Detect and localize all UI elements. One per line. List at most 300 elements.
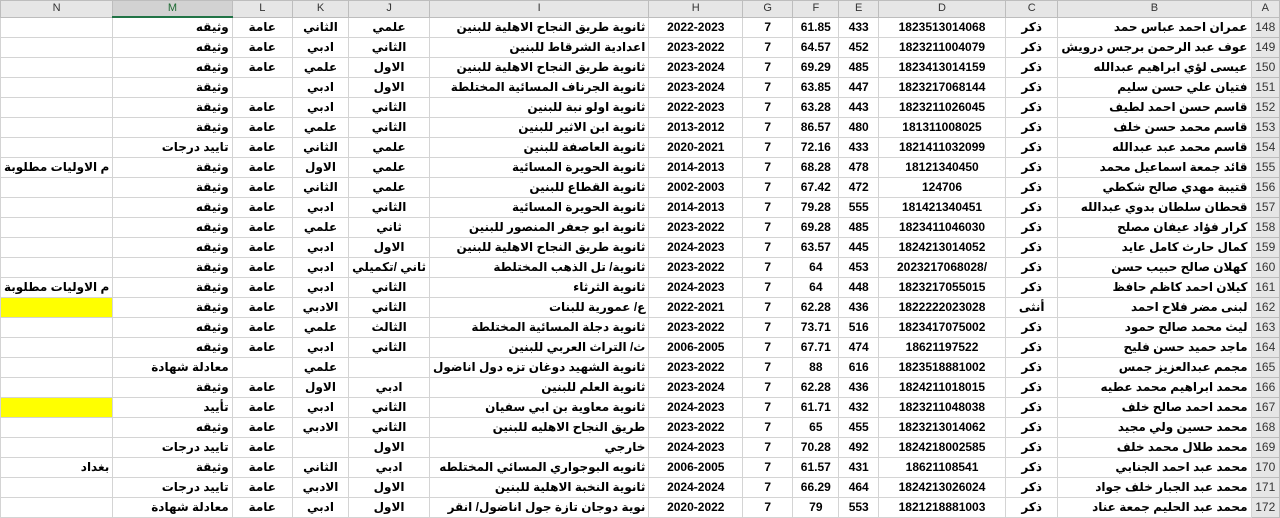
cell-f[interactable]: 79 xyxy=(793,498,839,518)
cell-m[interactable]: وثيقه xyxy=(113,17,232,38)
cell-j[interactable]: الثاني xyxy=(349,338,430,358)
cell-m[interactable]: وثيقة xyxy=(113,278,232,298)
cell-l[interactable]: عامة xyxy=(232,398,292,418)
cell-g[interactable]: 7 xyxy=(743,298,793,318)
cell-g[interactable]: 7 xyxy=(743,118,793,138)
cell-c[interactable]: ذكر xyxy=(1006,118,1058,138)
cell-b[interactable]: لبنى مضر فلاح احمد xyxy=(1058,298,1251,318)
row-number[interactable]: 155 xyxy=(1251,158,1279,178)
row-number[interactable]: 169 xyxy=(1251,438,1279,458)
cell-f[interactable]: 61.85 xyxy=(793,17,839,38)
cell-m[interactable]: وثيقه xyxy=(113,338,232,358)
cell-f[interactable]: 64 xyxy=(793,278,839,298)
row-number[interactable]: 172 xyxy=(1251,498,1279,518)
cell-e[interactable]: 474 xyxy=(839,338,879,358)
cell-e[interactable]: 616 xyxy=(839,358,879,378)
cell-m[interactable]: تاييد درجات xyxy=(113,138,232,158)
cell-l[interactable]: عامة xyxy=(232,378,292,398)
cell-b[interactable]: كرار فؤاد عيفان مصلح xyxy=(1058,218,1251,238)
cell-g[interactable]: 7 xyxy=(743,338,793,358)
cell-h[interactable]: 2022-2021 xyxy=(649,298,743,318)
cell-e[interactable]: 478 xyxy=(839,158,879,178)
cell-i[interactable]: ثانوية العلم للبنين xyxy=(429,378,648,398)
cell-c[interactable]: ذكر xyxy=(1006,458,1058,478)
cell-d[interactable]: 18621108541 xyxy=(878,458,1005,478)
cell-i[interactable]: ثانوية طريق النجاح الاهلية للبنين xyxy=(429,58,648,78)
cell-b[interactable]: قاسم محمد عبد عبدالله xyxy=(1058,138,1251,158)
cell-h[interactable]: 2023-2024 xyxy=(649,78,743,98)
cell-e[interactable]: 452 xyxy=(839,38,879,58)
cell-l[interactable]: عامة xyxy=(232,418,292,438)
cell-d[interactable]: 1823211048038 xyxy=(878,398,1005,418)
column-header-i[interactable]: I xyxy=(429,1,648,18)
cell-j[interactable]: علمي xyxy=(349,17,430,38)
cell-m[interactable]: وثيقة xyxy=(113,258,232,278)
cell-l[interactable]: عامة xyxy=(232,258,292,278)
row-number[interactable]: 163 xyxy=(1251,318,1279,338)
cell-d[interactable]: 1822222023028 xyxy=(878,298,1005,318)
cell-b[interactable]: كهلان صالح حبيب حسن xyxy=(1058,258,1251,278)
cell-c[interactable]: ذكر xyxy=(1006,198,1058,218)
cell-h[interactable]: 2013-2012 xyxy=(649,118,743,138)
cell-c[interactable]: أنثى xyxy=(1006,298,1058,318)
cell-l[interactable]: عامة xyxy=(232,458,292,478)
cell-f[interactable]: 69.29 xyxy=(793,58,839,78)
cell-g[interactable]: 7 xyxy=(743,458,793,478)
column-header-e[interactable]: E xyxy=(839,1,879,18)
cell-j[interactable]: الثاني xyxy=(349,198,430,218)
cell-e[interactable]: 433 xyxy=(839,138,879,158)
cell-l[interactable] xyxy=(232,78,292,98)
cell-k[interactable]: الثاني xyxy=(292,458,348,478)
cell-k[interactable]: علمي xyxy=(292,118,348,138)
row-number[interactable]: 171 xyxy=(1251,478,1279,498)
cell-g[interactable]: 7 xyxy=(743,378,793,398)
cell-l[interactable]: عامة xyxy=(232,198,292,218)
cell-n[interactable] xyxy=(1,98,113,118)
cell-i[interactable]: ثانوية الثرثاء xyxy=(429,278,648,298)
cell-e[interactable]: 448 xyxy=(839,278,879,298)
cell-m[interactable]: وثيقه xyxy=(113,198,232,218)
cell-j[interactable]: ادبي xyxy=(349,378,430,398)
cell-f[interactable]: 61.57 xyxy=(793,458,839,478)
cell-e[interactable]: 472 xyxy=(839,178,879,198)
cell-m[interactable]: وثيقة xyxy=(113,98,232,118)
cell-f[interactable]: 62.28 xyxy=(793,298,839,318)
cell-c[interactable]: ذكر xyxy=(1006,318,1058,338)
cell-g[interactable]: 7 xyxy=(743,198,793,218)
cell-c[interactable]: ذكر xyxy=(1006,78,1058,98)
cell-c[interactable]: ذكر xyxy=(1006,158,1058,178)
cell-h[interactable]: 2006-2005 xyxy=(649,338,743,358)
cell-g[interactable]: 7 xyxy=(743,138,793,158)
cell-e[interactable]: 432 xyxy=(839,398,879,418)
cell-l[interactable]: عامة xyxy=(232,478,292,498)
cell-m[interactable]: وثيقة xyxy=(113,378,232,398)
cell-i[interactable]: خارجي xyxy=(429,438,648,458)
cell-k[interactable]: ادبي xyxy=(292,278,348,298)
cell-i[interactable]: اعدادية الشرقاط للبنين xyxy=(429,38,648,58)
cell-g[interactable]: 7 xyxy=(743,218,793,238)
cell-b[interactable]: محمد عبد احمد الجنابي xyxy=(1058,458,1251,478)
cell-g[interactable]: 7 xyxy=(743,478,793,498)
cell-i[interactable]: ع/ عمورية للبنات xyxy=(429,298,648,318)
cell-h[interactable]: 2020-2021 xyxy=(649,138,743,158)
cell-i[interactable]: ثانوية اولو نبة للبنين xyxy=(429,98,648,118)
cell-b[interactable]: كيلان احمد كاظم حافظ xyxy=(1058,278,1251,298)
cell-g[interactable]: 7 xyxy=(743,498,793,518)
column-header-m[interactable]: M xyxy=(113,1,232,18)
cell-h[interactable]: 2020-2022 xyxy=(649,498,743,518)
cell-g[interactable]: 7 xyxy=(743,318,793,338)
cell-b[interactable]: محمد عبد الحليم جمعة عناد xyxy=(1058,498,1251,518)
cell-b[interactable]: عوف عبد الرحمن برجس درويش xyxy=(1058,38,1251,58)
cell-j[interactable]: الثالث xyxy=(349,318,430,338)
cell-j[interactable]: علمي xyxy=(349,178,430,198)
cell-f[interactable]: 70.28 xyxy=(793,438,839,458)
cell-l[interactable]: عامة xyxy=(232,158,292,178)
cell-c[interactable]: ذكر xyxy=(1006,498,1058,518)
cell-f[interactable]: 69.28 xyxy=(793,218,839,238)
cell-e[interactable]: 455 xyxy=(839,418,879,438)
cell-i[interactable]: ثانوية دجلة المسائية المختلطة xyxy=(429,318,648,338)
cell-i[interactable]: طريق النجاح الاهليه للبنين xyxy=(429,418,648,438)
row-number[interactable]: 152 xyxy=(1251,98,1279,118)
cell-g[interactable]: 7 xyxy=(743,78,793,98)
cell-n[interactable] xyxy=(1,78,113,98)
column-header-k[interactable]: K xyxy=(292,1,348,18)
cell-h[interactable]: 2023-2022 xyxy=(649,258,743,278)
cell-b[interactable]: قحطان سلطان بدوي عبدالله xyxy=(1058,198,1251,218)
cell-n[interactable] xyxy=(1,17,113,38)
cell-b[interactable]: ليث محمد صالح حمود xyxy=(1058,318,1251,338)
cell-g[interactable]: 7 xyxy=(743,98,793,118)
cell-b[interactable]: قتيبة مهدي صالح شكطي xyxy=(1058,178,1251,198)
cell-d[interactable]: 1823417075002 xyxy=(878,318,1005,338)
cell-g[interactable]: 7 xyxy=(743,438,793,458)
cell-k[interactable]: علمي xyxy=(292,218,348,238)
cell-b[interactable]: عيسى لؤي ابراهيم عبدالله xyxy=(1058,58,1251,78)
cell-m[interactable]: وثيقه xyxy=(113,218,232,238)
cell-g[interactable]: 7 xyxy=(743,258,793,278)
cell-n[interactable] xyxy=(1,318,113,338)
cell-n[interactable]: م الاوليات مطلوبة xyxy=(1,158,113,178)
cell-j[interactable]: الاول xyxy=(349,438,430,458)
cell-e[interactable]: 443 xyxy=(839,98,879,118)
cell-h[interactable]: 2024-2023 xyxy=(649,238,743,258)
cell-m[interactable]: وثيقة xyxy=(113,158,232,178)
cell-g[interactable]: 7 xyxy=(743,38,793,58)
cell-j[interactable]: ادبي xyxy=(349,458,430,478)
cell-f[interactable]: 68.28 xyxy=(793,158,839,178)
cell-i[interactable]: ثانوية طريق النجاح الاهلية للبنين xyxy=(429,238,648,258)
row-number[interactable]: 157 xyxy=(1251,198,1279,218)
cell-j[interactable]: الاول xyxy=(349,238,430,258)
row-number[interactable]: 156 xyxy=(1251,178,1279,198)
cell-e[interactable]: 436 xyxy=(839,298,879,318)
cell-h[interactable]: 2024-2023 xyxy=(649,438,743,458)
cell-c[interactable]: ذكر xyxy=(1006,418,1058,438)
cell-e[interactable]: 492 xyxy=(839,438,879,458)
cell-f[interactable]: 62.28 xyxy=(793,378,839,398)
cell-c[interactable]: ذكر xyxy=(1006,478,1058,498)
cell-n[interactable] xyxy=(1,118,113,138)
row-number[interactable]: 170 xyxy=(1251,458,1279,478)
cell-j[interactable]: ثاني /تكميلي xyxy=(349,258,430,278)
cell-g[interactable]: 7 xyxy=(743,398,793,418)
cell-f[interactable]: 67.42 xyxy=(793,178,839,198)
cell-d[interactable]: 1823413014159 xyxy=(878,58,1005,78)
cell-c[interactable]: ذكر xyxy=(1006,218,1058,238)
cell-b[interactable]: محمد احمد صالح خلف xyxy=(1058,398,1251,418)
cell-m[interactable]: وثيقه xyxy=(113,418,232,438)
cell-l[interactable]: عامة xyxy=(232,298,292,318)
cell-h[interactable]: 2024-2024 xyxy=(649,478,743,498)
cell-b[interactable]: كمال حارث كامل عايد xyxy=(1058,238,1251,258)
cell-i[interactable]: ثانوية ابن الاثير للبنين xyxy=(429,118,648,138)
cell-j[interactable]: الاول xyxy=(349,58,430,78)
cell-l[interactable]: عامة xyxy=(232,58,292,78)
cell-d[interactable]: 1821218881003 xyxy=(878,498,1005,518)
cell-f[interactable]: 66.29 xyxy=(793,478,839,498)
cell-d[interactable]: 1824211018015 xyxy=(878,378,1005,398)
cell-b[interactable]: قاسم محمد حسن خلف xyxy=(1058,118,1251,138)
cell-c[interactable]: ذكر xyxy=(1006,278,1058,298)
row-number[interactable]: 153 xyxy=(1251,118,1279,138)
cell-k[interactable]: ادبي xyxy=(292,338,348,358)
cell-m[interactable]: وثيقه xyxy=(113,58,232,78)
cell-d[interactable]: 1824218002585 xyxy=(878,438,1005,458)
cell-j[interactable]: علمي xyxy=(349,138,430,158)
cell-g[interactable]: 7 xyxy=(743,238,793,258)
cell-k[interactable]: الثاني xyxy=(292,138,348,158)
cell-l[interactable]: عامة xyxy=(232,498,292,518)
cell-m[interactable]: وثيقة xyxy=(113,78,232,98)
cell-e[interactable]: 433 xyxy=(839,17,879,38)
row-number[interactable]: 164 xyxy=(1251,338,1279,358)
cell-d[interactable]: 181421340451 xyxy=(878,198,1005,218)
row-number[interactable]: 167 xyxy=(1251,398,1279,418)
column-header-g[interactable]: G xyxy=(743,1,793,18)
cell-i[interactable]: ثانوية ابو جعفر المنصور للبنين xyxy=(429,218,648,238)
cell-d[interactable]: 124706 xyxy=(878,178,1005,198)
cell-m[interactable]: تأييد xyxy=(113,398,232,418)
cell-b[interactable]: قاسم حسن احمد لطيف xyxy=(1058,98,1251,118)
cell-d[interactable]: 1823217068144 xyxy=(878,78,1005,98)
cell-f[interactable]: 67.71 xyxy=(793,338,839,358)
cell-h[interactable]: 2023-2022 xyxy=(649,358,743,378)
cell-c[interactable]: ذكر xyxy=(1006,338,1058,358)
cell-f[interactable]: 72.16 xyxy=(793,138,839,158)
cell-c[interactable]: ذكر xyxy=(1006,378,1058,398)
cell-j[interactable]: الثاني xyxy=(349,278,430,298)
cell-e[interactable]: 480 xyxy=(839,118,879,138)
cell-k[interactable]: ادبي xyxy=(292,238,348,258)
cell-j[interactable]: الثاني xyxy=(349,118,430,138)
column-header-b[interactable]: B xyxy=(1058,1,1251,18)
cell-g[interactable]: 7 xyxy=(743,158,793,178)
cell-d[interactable]: 1823211026045 xyxy=(878,98,1005,118)
cell-i[interactable]: ثانوية العاصفة للبنين xyxy=(429,138,648,158)
cell-k[interactable]: ادبي xyxy=(292,498,348,518)
cell-f[interactable]: 63.28 xyxy=(793,98,839,118)
cell-k[interactable]: الاول xyxy=(292,158,348,178)
cell-g[interactable]: 7 xyxy=(743,278,793,298)
cell-n[interactable] xyxy=(1,258,113,278)
cell-m[interactable]: تاييد درجات xyxy=(113,478,232,498)
cell-l[interactable]: عامة xyxy=(232,338,292,358)
cell-k[interactable]: ادبي xyxy=(292,258,348,278)
cell-i[interactable]: ثانوية/ تل الذهب المختلطة xyxy=(429,258,648,278)
cell-k[interactable]: الادبي xyxy=(292,418,348,438)
column-header-j[interactable]: J xyxy=(349,1,430,18)
cell-b[interactable]: محمد ابراهيم محمد عطيه xyxy=(1058,378,1251,398)
cell-h[interactable]: 2006-2005 xyxy=(649,458,743,478)
cell-f[interactable]: 64.57 xyxy=(793,38,839,58)
cell-g[interactable]: 7 xyxy=(743,17,793,38)
cell-j[interactable]: علمي xyxy=(349,158,430,178)
cell-l[interactable]: عامة xyxy=(232,438,292,458)
cell-d[interactable]: 2023217068028/ xyxy=(878,258,1005,278)
cell-d[interactable]: 1821411032099 xyxy=(878,138,1005,158)
cell-f[interactable]: 63.57 xyxy=(793,238,839,258)
cell-i[interactable]: ثانوية الشهيد دوغان تزه دول اناضول xyxy=(429,358,648,378)
cell-j[interactable]: الثاني xyxy=(349,98,430,118)
cell-h[interactable]: 2023-2024 xyxy=(649,378,743,398)
cell-d[interactable]: 1823217055015 xyxy=(878,278,1005,298)
cell-m[interactable]: وثيقة xyxy=(113,118,232,138)
cell-k[interactable]: الادبي xyxy=(292,478,348,498)
cell-m[interactable]: معادلة شهادة xyxy=(113,498,232,518)
cell-d[interactable]: 1823411046030 xyxy=(878,218,1005,238)
cell-h[interactable]: 2023-2022 xyxy=(649,318,743,338)
cell-m[interactable]: معادلة شهادة xyxy=(113,358,232,378)
cell-j[interactable]: الثاني xyxy=(349,398,430,418)
cell-n[interactable] xyxy=(1,338,113,358)
cell-e[interactable]: 464 xyxy=(839,478,879,498)
cell-l[interactable]: عامة xyxy=(232,138,292,158)
column-header-h[interactable]: H xyxy=(649,1,743,18)
cell-k[interactable]: الادبي xyxy=(292,298,348,318)
cell-d[interactable]: 1823518881002 xyxy=(878,358,1005,378)
cell-b[interactable]: مجمم عبدالعزيز جمس xyxy=(1058,358,1251,378)
cell-f[interactable]: 79.28 xyxy=(793,198,839,218)
column-header-n[interactable]: N xyxy=(1,1,113,18)
cell-k[interactable]: علمي xyxy=(292,358,348,378)
cell-h[interactable]: 2024-2023 xyxy=(649,278,743,298)
cell-h[interactable]: 2023-2022 xyxy=(649,418,743,438)
cell-k[interactable]: ادبي xyxy=(292,398,348,418)
cell-n[interactable] xyxy=(1,298,113,318)
row-number[interactable]: 159 xyxy=(1251,238,1279,258)
cell-f[interactable]: 63.85 xyxy=(793,78,839,98)
cell-f[interactable]: 86.57 xyxy=(793,118,839,138)
column-header-d[interactable]: D xyxy=(878,1,1005,18)
cell-h[interactable]: 2002-2003 xyxy=(649,178,743,198)
cell-d[interactable]: 1824213014052 xyxy=(878,238,1005,258)
cell-d[interactable]: 181311008025 xyxy=(878,118,1005,138)
cell-m[interactable]: وثيقه xyxy=(113,318,232,338)
cell-j[interactable]: الاول xyxy=(349,498,430,518)
cell-m[interactable]: وثيقه xyxy=(113,238,232,258)
cell-c[interactable]: ذكر xyxy=(1006,58,1058,78)
cell-h[interactable]: 2022-2023 xyxy=(649,17,743,38)
cell-k[interactable]: الثاني xyxy=(292,178,348,198)
cell-g[interactable]: 7 xyxy=(743,178,793,198)
cell-l[interactable]: عامة xyxy=(232,218,292,238)
row-number[interactable]: 166 xyxy=(1251,378,1279,398)
column-header-l[interactable]: L xyxy=(232,1,292,18)
cell-b[interactable]: فتيان علي حسن سليم xyxy=(1058,78,1251,98)
cell-n[interactable] xyxy=(1,138,113,158)
cell-f[interactable]: 73.71 xyxy=(793,318,839,338)
cell-e[interactable]: 431 xyxy=(839,458,879,478)
cell-b[interactable]: محمد عبد الجبار خلف جواد xyxy=(1058,478,1251,498)
cell-n[interactable] xyxy=(1,218,113,238)
cell-d[interactable]: 1823513014068 xyxy=(878,17,1005,38)
cell-l[interactable]: عامة xyxy=(232,178,292,198)
row-number[interactable]: 160 xyxy=(1251,258,1279,278)
cell-m[interactable]: وثيقة xyxy=(113,458,232,478)
row-number[interactable]: 150 xyxy=(1251,58,1279,78)
cell-c[interactable]: ذكر xyxy=(1006,238,1058,258)
cell-l[interactable]: عامة xyxy=(232,17,292,38)
cell-e[interactable]: 553 xyxy=(839,498,879,518)
row-number[interactable]: 151 xyxy=(1251,78,1279,98)
cell-c[interactable]: ذكر xyxy=(1006,438,1058,458)
cell-b[interactable]: قائد جمعة اسماعيل محمد xyxy=(1058,158,1251,178)
cell-g[interactable]: 7 xyxy=(743,358,793,378)
cell-d[interactable]: 1823213014062 xyxy=(878,418,1005,438)
cell-l[interactable]: عامة xyxy=(232,278,292,298)
cell-i[interactable]: ثانوية الجرناف المسائية المختلطة xyxy=(429,78,648,98)
cell-i[interactable]: ثانوية الحويرة المسائية xyxy=(429,158,648,178)
cell-n[interactable] xyxy=(1,198,113,218)
cell-k[interactable]: ادبي xyxy=(292,78,348,98)
cell-i[interactable]: ثانوية النخبة الاهلية للبنين xyxy=(429,478,648,498)
cell-h[interactable]: 2023-2022 xyxy=(649,218,743,238)
cell-n[interactable] xyxy=(1,58,113,78)
cell-d[interactable]: 18121340450 xyxy=(878,158,1005,178)
row-number[interactable]: 168 xyxy=(1251,418,1279,438)
cell-m[interactable]: وثيقه xyxy=(113,38,232,58)
cell-n[interactable] xyxy=(1,178,113,198)
cell-n[interactable] xyxy=(1,238,113,258)
cell-c[interactable]: ذكر xyxy=(1006,138,1058,158)
cell-k[interactable] xyxy=(292,438,348,458)
cell-n[interactable] xyxy=(1,438,113,458)
cell-n[interactable] xyxy=(1,378,113,398)
cell-i[interactable]: ثانوية القطاع للبنين xyxy=(429,178,648,198)
cell-n[interactable]: م الاوليات مطلوبة xyxy=(1,278,113,298)
cell-c[interactable]: ذكر xyxy=(1006,98,1058,118)
cell-c[interactable]: ذكر xyxy=(1006,178,1058,198)
cell-j[interactable]: الثاني xyxy=(349,298,430,318)
cell-n[interactable]: بغداد xyxy=(1,458,113,478)
column-header-a[interactable]: A xyxy=(1251,1,1279,18)
cell-c[interactable]: ذكر xyxy=(1006,17,1058,38)
cell-e[interactable]: 485 xyxy=(839,218,879,238)
cell-c[interactable]: ذكر xyxy=(1006,258,1058,278)
cell-i[interactable]: ثانويه البوجواري المسائي المختلطه xyxy=(429,458,648,478)
cell-n[interactable] xyxy=(1,418,113,438)
cell-k[interactable]: ادبي xyxy=(292,98,348,118)
cell-i[interactable]: ثانوية طريق النجاح الاهلية للبنين xyxy=(429,17,648,38)
row-number[interactable]: 165 xyxy=(1251,358,1279,378)
cell-d[interactable]: 1824213026024 xyxy=(878,478,1005,498)
cell-k[interactable]: علمي xyxy=(292,58,348,78)
cell-c[interactable]: ذكر xyxy=(1006,398,1058,418)
